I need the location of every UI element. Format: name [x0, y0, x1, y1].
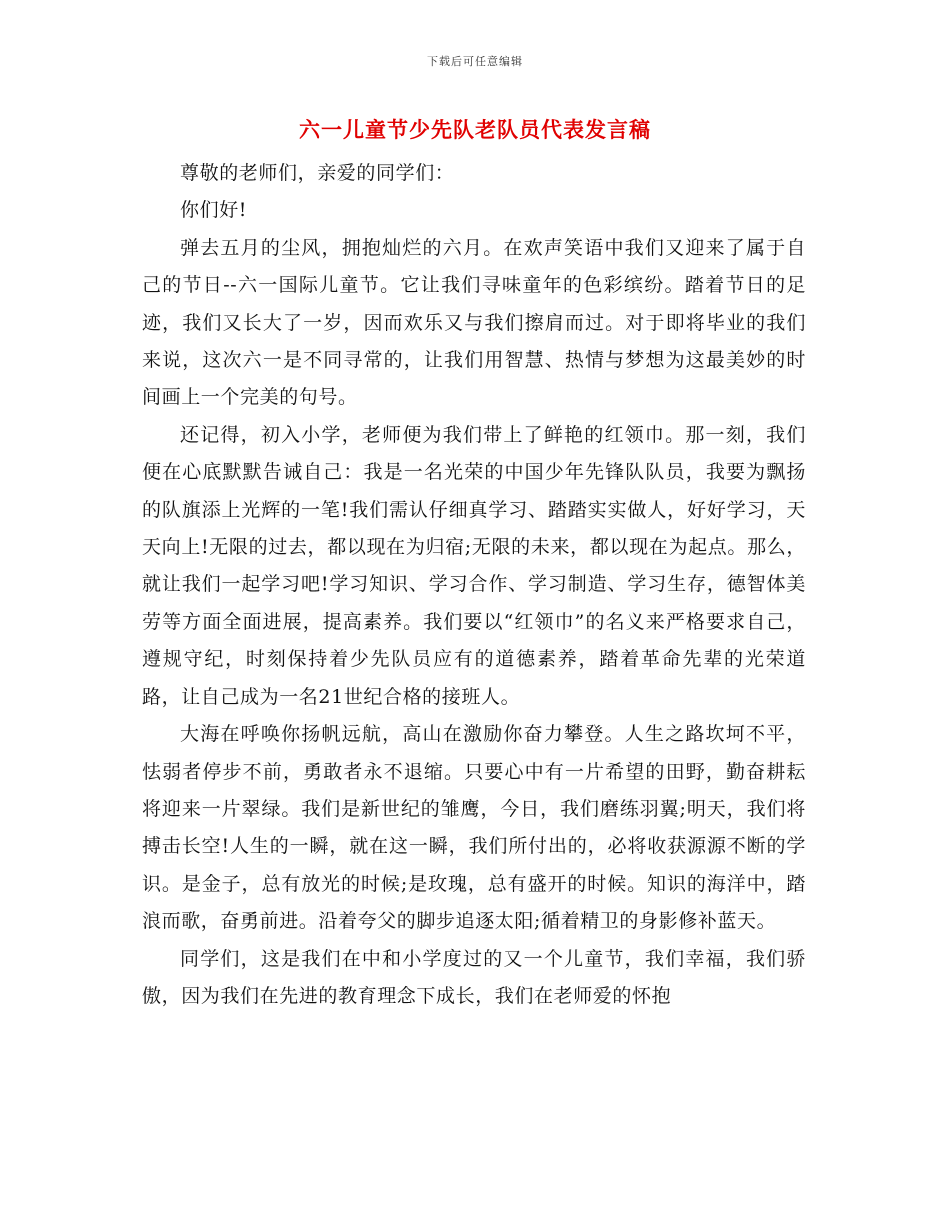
paragraph: 大海在呼唤你扬帆远航，高山在激励你奋力攀登。人生之路坎坷不平，怯弱者停步不前，勇敢者永不退缩。只要心中有一片希望的田野，勤奋耕耘将迎来一片翠绿。我们是新世纪的雏鹰，今日，我们磨练羽翼;明天，我们将搏击长空!人生的一瞬，就在这一瞬，我们所付出的，必将收获源源不断的学识。是金子，总有放光的时候;是玫瑰，总有盛开的时候。知识的海洋中，踏浪而歌，奋勇前进。沿着夸父的脚步追逐太阳;循着精卫的身影修补蓝天。 — [142, 723, 806, 933]
document-title: 六一儿童节少先队老队员代表发言稿 — [299, 118, 651, 142]
paragraph: 还记得，初入小学，老师便为我们带上了鲜艳的红领巾。那一刻，我们便在心底默默告诫自己：我是一名光荣的中国少年先锋队队员，我要为飘扬的队旗添上光辉的一笔!我们需认仔细真学习、踏踏实实做人，好好学习，天天向上!无限的过去，都以现在为归宿;无限的未来，都以现在为起点。那么，就让我们一起学习吧!学习知识、学习合作、学习制造、学习生存，德智体美劳等方面全面进展，提高素养。我们要以“红领巾”的名义来严格要求自己，遵规守纪，时刻保持着少先队员应有的道德素养，踏着革命先辈的光荣道路，让自己成为一名21世纪合格的接班人。 — [142, 423, 806, 708]
document-body — [142, 155, 806, 1015]
paragraph-hello: 你们好! — [180, 199, 248, 222]
paragraph: 弹去五月的尘风，拥抱灿烂的六月。在欢声笑语中我们又迎来了属于自己的节日--六一国际儿童节。它让我们寻味童年的色彩缤纷。踏着节日的足迹，我们又长大了一岁，因而欢乐又与我们擦肩而过。对于即将毕业的我们来说，这次六一是不同寻常的，让我们用智慧、热情与梦想为这最美妙的时间画上一个完美的句号。 — [142, 236, 806, 409]
paragraph: 同学们，这是我们在中和小学度过的又一个儿童节，我们幸福，我们骄傲，因为我们在先进的教育理念下成长，我们在老师爱的怀抱 — [142, 947, 806, 1007]
paragraph-greeting: 尊敬的老师们，亲爱的同学们： — [180, 162, 455, 184]
header-note: 下载后可任意编辑 — [427, 55, 523, 68]
